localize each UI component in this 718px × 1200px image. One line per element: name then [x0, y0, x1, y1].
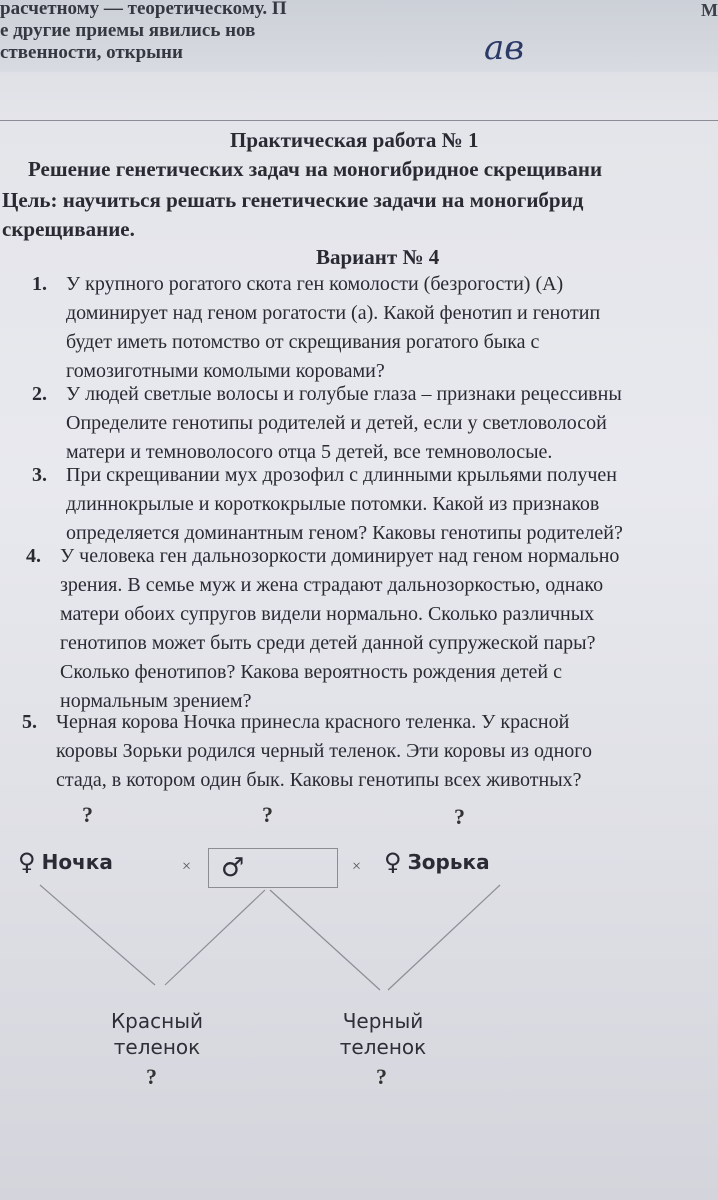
line-zorka-to-black-calf — [388, 885, 500, 990]
task-line: длиннокрылые и короткокрылые потомки. Какой из признаков — [66, 493, 600, 515]
task-number: 3. — [32, 464, 47, 486]
female-symbol-icon: ♀ — [384, 848, 402, 876]
line-nochka-to-red-calf — [40, 885, 155, 985]
offspring-black-calf — [308, 1008, 458, 1060]
task-line: доминирует над геном рогатости (а). Какой фенотип и генотип — [66, 302, 601, 324]
task-line: матери и темноволосого отца 5 детей, все темноволосые. — [66, 441, 553, 463]
question-mark-red-calf: ? — [146, 1064, 157, 1089]
female-symbol-icon: ♀ — [18, 848, 36, 876]
task-1 — [32, 270, 601, 386]
line-bull-to-red-calf — [165, 890, 265, 985]
task-3 — [32, 461, 623, 548]
fragment-line-1: расчетному — теоретическому. П — [0, 0, 287, 19]
line-bull-to-black-calf — [270, 890, 380, 990]
page-title: Практическая работа № 1 — [230, 128, 479, 152]
parent-nochka-label: Ночка — [41, 850, 113, 874]
task-line: нормальным зрением? — [60, 690, 252, 712]
handwritten-note: ав — [484, 28, 525, 68]
task-line: матери обоих супругов видели нормально. Сколько различных — [60, 603, 595, 625]
inheritance-diagram — [0, 790, 718, 1110]
fragment-line-2: е другие приемы явились нов — [0, 20, 256, 41]
question-mark-zorka: ? — [454, 804, 465, 829]
diagram-lines — [0, 790, 718, 1110]
goal-text — [2, 186, 718, 244]
task-4 — [26, 542, 620, 716]
task-line: будет иметь потомство от скрещивания рогатого быка с — [66, 331, 540, 353]
page-subtitle: Решение генетических задач на моногибридное скрещивани — [28, 157, 603, 181]
task-line: Определите генотипы родителей и детей, если у светловолосой — [66, 412, 607, 434]
task-line: зрения. В семье муж и жена страдают дальнозоркостью, однако — [60, 574, 604, 596]
cross-sign: × — [352, 858, 362, 875]
question-mark-black-calf: ? — [376, 1064, 387, 1089]
question-mark-bull: ? — [262, 802, 273, 827]
task-line: При скрещивании мух дрозофил с длинными крыльями получен — [66, 464, 617, 486]
red-calf-line-2: теленок — [113, 1035, 201, 1059]
task-line: определяется доминантным геном? Каковы генотипы родителей? — [66, 522, 623, 544]
parent-bull — [208, 848, 338, 888]
task-line: У крупного рогатого скота ген комолости (безрогости) (А) — [66, 273, 564, 295]
goal-line-2: скрещивание. — [2, 217, 135, 241]
parent-zorka-label: Зорька — [407, 850, 490, 874]
task-number: 1. — [32, 273, 47, 295]
task-2 — [32, 380, 622, 467]
black-calf-line-2: теленок — [339, 1035, 427, 1059]
previous-page-fragment — [0, 0, 718, 72]
task-line: Сколько фенотипов? Какова вероятность рождения детей с — [60, 661, 562, 683]
task-line: коровы Зорьки родился черный теленок. Эти коровы из одного — [56, 740, 593, 762]
question-mark-nochka: ? — [82, 802, 93, 827]
task-5 — [22, 708, 593, 795]
task-line: У человека ген дальнозоркости доминирует над геном нормально — [60, 545, 620, 567]
task-number: 4. — [26, 545, 41, 567]
task-number: 5. — [22, 711, 37, 733]
parent-zorka — [384, 842, 552, 882]
header-rule — [0, 120, 718, 121]
offspring-red-calf — [82, 1008, 232, 1060]
task-line: генотипов может быть среди детей данной супружеской пары? — [60, 632, 596, 654]
task-line: стада, в котором один бык. Каковы генотипы всех животных? — [56, 769, 582, 791]
goal-line-1: Цель: научиться решать генетические задачи на моногибрид — [2, 188, 584, 212]
parent-nochka — [18, 842, 178, 882]
corner-fragment: М — [701, 0, 718, 20]
male-symbol-icon: ♂ — [221, 853, 245, 883]
fragment-line-3: ственности, открыни — [0, 42, 183, 63]
black-calf-line-1: Черный — [342, 1009, 424, 1033]
task-number: 2. — [32, 383, 47, 405]
red-calf-line-1: Красный — [110, 1009, 203, 1033]
task-line: гомозиготными комолыми коровами? — [66, 360, 385, 382]
task-line: Черная корова Ночка принесла красного теленка. У красной — [56, 711, 570, 733]
variant-heading: Вариант № 4 — [316, 245, 440, 269]
task-line: У людей светлые волосы и голубые глаза – признаки рецессивны — [66, 383, 622, 405]
cross-sign: × — [182, 858, 192, 875]
